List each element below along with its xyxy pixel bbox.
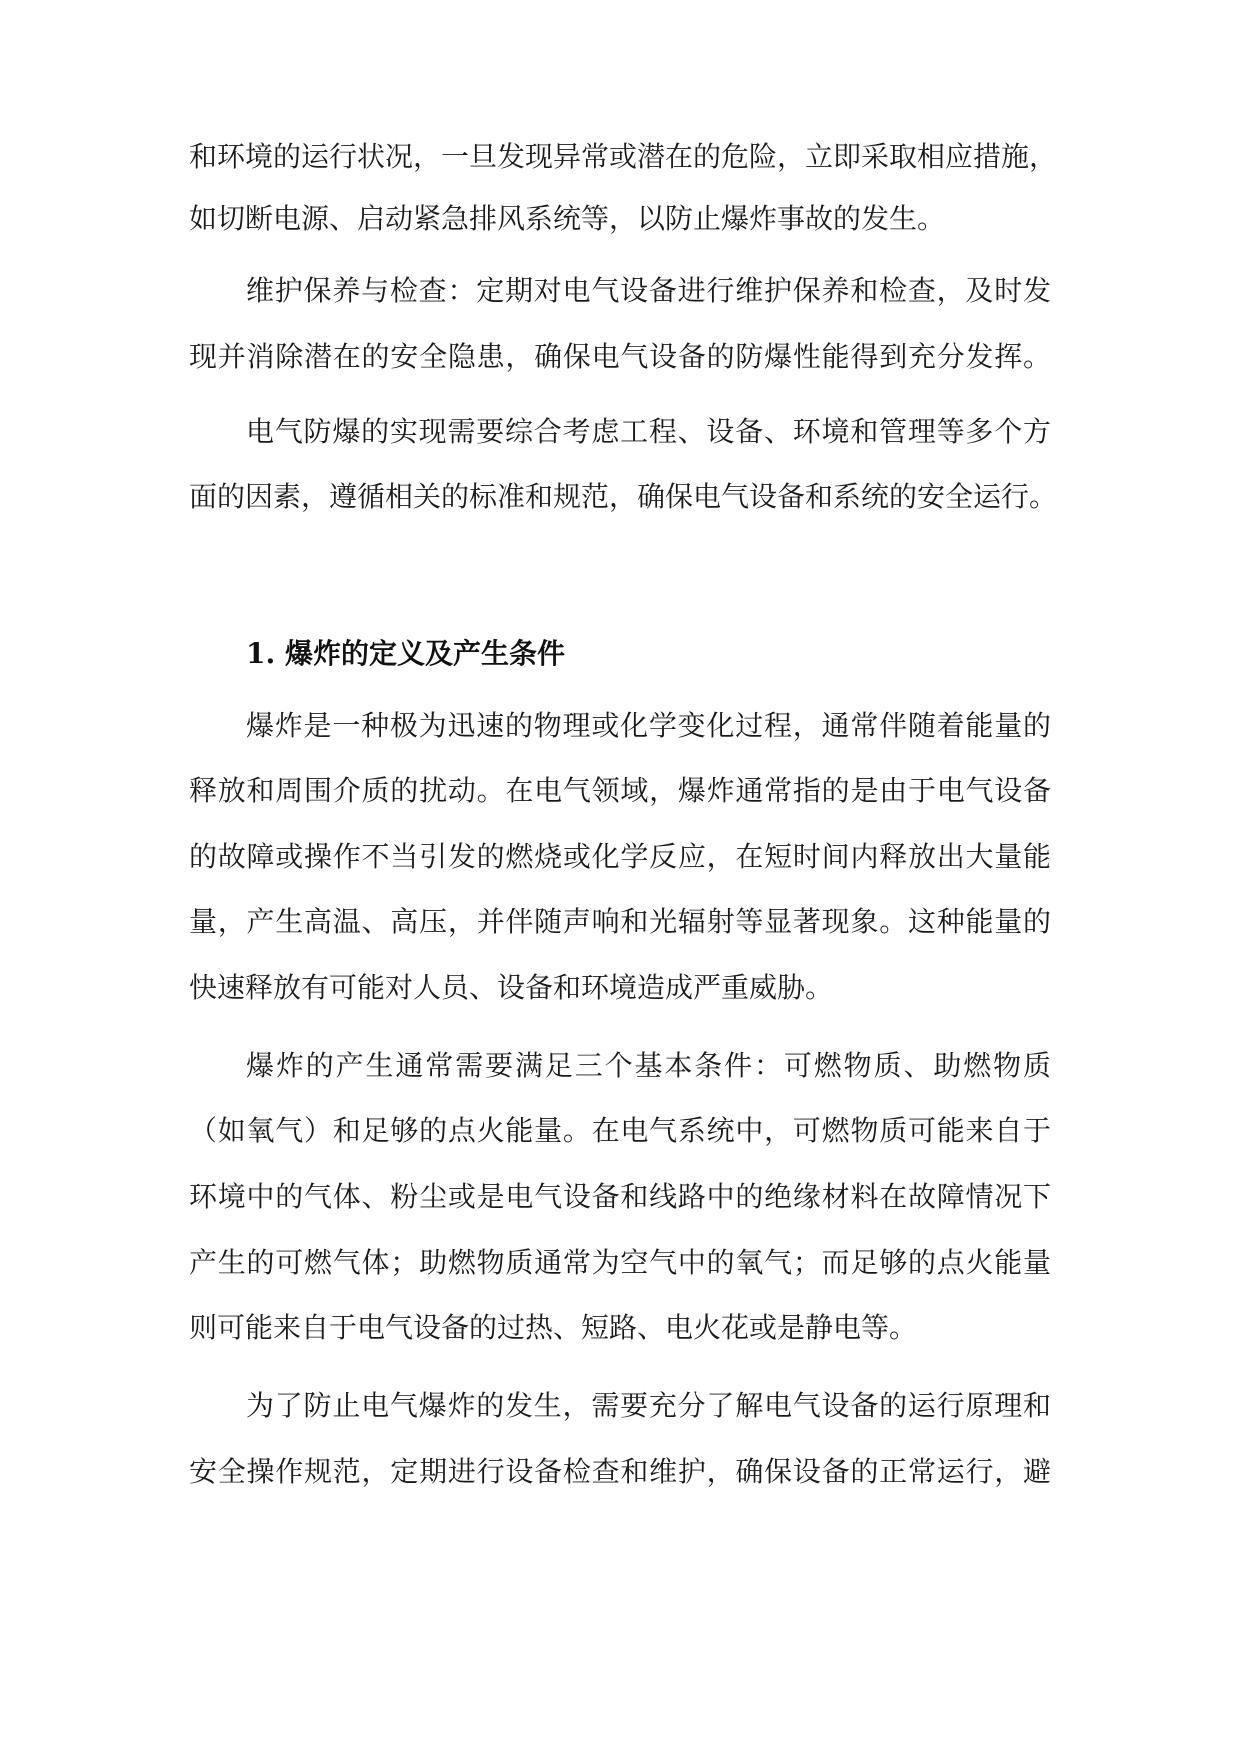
paragraph-5-line-4: 产生的可燃气体；助燃物质通常为空气中的氧气；而足够的点火能量 [189, 1246, 1051, 1279]
paragraph-2-line-1: 维护保养与检查：定期对电气设备进行维护保养和检查，及时发 [246, 274, 1051, 307]
paragraph-4-line-5: 快速释放有可能对人员、设备和环境造成严重威胁。 [189, 971, 834, 1004]
paragraph-4-line-3: 的故障或操作不当引发的燃烧或化学反应，在短时间内释放出大量能 [189, 840, 1051, 873]
paragraph-4-line-1: 爆炸是一种极为迅速的物理或化学变化过程，通常伴随着能量的 [246, 709, 1051, 742]
paragraph-3-line-2: 面的因素，遵循相关的标准和规范，确保电气设备和系统的安全运行。 [189, 480, 1058, 513]
section-heading: 1. 爆炸的定义及产生条件 [246, 637, 565, 670]
paragraph-1-line-1: 和环境的运行状况，一旦发现异常或潜在的危险，立即采取相应措施， [189, 140, 1058, 173]
paragraph-1-line-2: 如切断电源、启动紧急排风系统等，以防止爆炸事故的发生。 [189, 202, 946, 235]
paragraph-5-line-3: 环境中的气体、粉尘或是电气设备和线路中的绝缘材料在故障情况下 [189, 1180, 1051, 1213]
paragraph-5-line-1: 爆炸的产生通常需要满足三个基本条件：可燃物质、助燃物质 [246, 1049, 1051, 1082]
paragraph-5-line-2: （如氧气）和足够的点火能量。在电气系统中，可燃物质可能来自于 [189, 1114, 1051, 1147]
paragraph-3-line-1: 电气防爆的实现需要综合考虑工程、设备、环境和管理等多个方 [246, 415, 1051, 448]
paragraph-4-line-2: 释放和周围介质的扰动。在电气领域，爆炸通常指的是由于电气设备 [189, 774, 1051, 807]
paragraph-6-line-2: 安全操作规范，定期进行设备检查和维护，确保设备的正常运行，避 [189, 1455, 1051, 1488]
paragraph-4-line-4: 量，产生高温、高压，并伴随声响和光辐射等显著现象。这种能量的 [189, 905, 1051, 938]
paragraph-6-line-1: 为了防止电气爆炸的发生，需要充分了解电气设备的运行原理和 [246, 1389, 1051, 1422]
paragraph-5-line-5: 则可能来自于电气设备的过热、短路、电火花或是静电等。 [189, 1311, 918, 1344]
paragraph-2-line-2: 现并消除潜在的安全隐患，确保电气设备的防爆性能得到充分发挥。 [189, 340, 1051, 373]
